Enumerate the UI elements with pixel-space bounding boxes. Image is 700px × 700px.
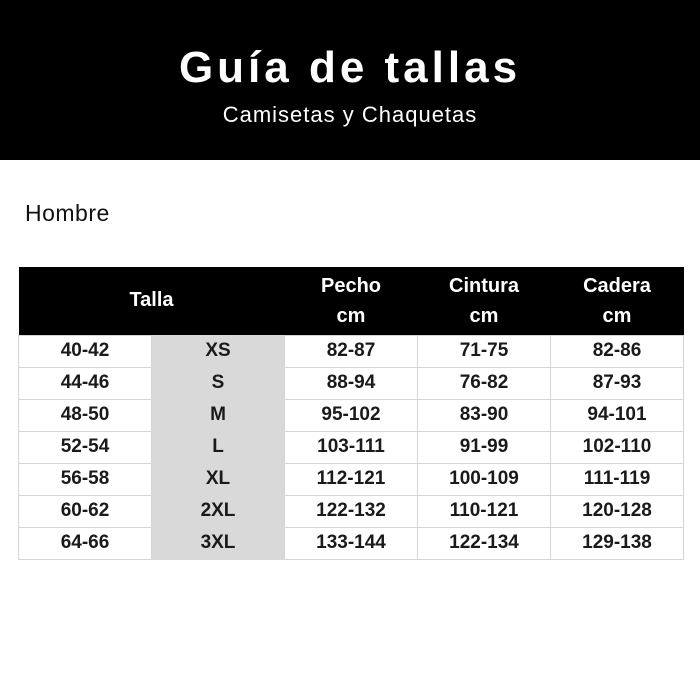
pecho-cell: 103-111	[285, 431, 418, 463]
cadera-cell: 120-128	[551, 495, 684, 527]
talla-range-cell: 44-46	[19, 367, 152, 399]
table-row	[19, 431, 684, 463]
size-letter-cell: 3XL	[152, 527, 285, 559]
cadera-cell: 111-119	[551, 463, 684, 495]
table-row	[19, 463, 684, 495]
cintura-cell: 100-109	[418, 463, 551, 495]
cadera-cell: 102-110	[551, 431, 684, 463]
column-header-pecho	[285, 267, 418, 335]
cintura-cell: 110-121	[418, 495, 551, 527]
column-header-cintura-unit: cm	[469, 304, 499, 327]
table-row	[19, 367, 684, 399]
size-letter-cell: S	[152, 367, 285, 399]
section-label-hombre: Hombre	[25, 200, 110, 226]
size-letter-cell: M	[152, 399, 285, 431]
column-header-cadera-unit: cm	[602, 304, 632, 327]
column-header-cintura-label: Cintura	[449, 274, 519, 297]
cadera-cell: 87-93	[551, 367, 684, 399]
size-letter-cell: L	[152, 431, 285, 463]
cadera-cell: 82-86	[551, 335, 684, 367]
cadera-cell: 129-138	[551, 527, 684, 559]
table-row	[19, 399, 684, 431]
cintura-cell: 91-99	[418, 431, 551, 463]
column-header-talla: Talla	[19, 267, 285, 335]
talla-range-cell: 64-66	[19, 527, 152, 559]
talla-range-cell: 40-42	[19, 335, 152, 367]
pecho-cell: 82-87	[285, 335, 418, 367]
header-banner	[0, 0, 700, 160]
size-table	[18, 267, 684, 560]
pecho-cell: 112-121	[285, 463, 418, 495]
table-row	[19, 495, 684, 527]
column-header-cintura	[418, 267, 551, 335]
column-header-pecho-label: Pecho	[320, 274, 382, 297]
cintura-cell: 71-75	[418, 335, 551, 367]
table-row	[19, 335, 684, 367]
table-row	[19, 527, 684, 559]
pecho-cell: 122-132	[285, 495, 418, 527]
size-letter-cell: 2XL	[152, 495, 285, 527]
size-letter-cell: XL	[152, 463, 285, 495]
cadera-cell: 94-101	[551, 399, 684, 431]
pecho-cell: 88-94	[285, 367, 418, 399]
size-letter-cell: XS	[152, 335, 285, 367]
talla-range-cell: 56-58	[19, 463, 152, 495]
column-header-cadera-label: Cadera	[583, 274, 651, 297]
page-subtitle: Camisetas y Chaquetas	[222, 102, 478, 127]
pecho-cell: 133-144	[285, 527, 418, 559]
size-table-header-row	[19, 267, 684, 335]
column-header-cadera	[551, 267, 684, 335]
cintura-cell: 83-90	[418, 399, 551, 431]
talla-range-cell: 52-54	[19, 431, 152, 463]
talla-range-cell: 48-50	[19, 399, 152, 431]
cintura-cell: 122-134	[418, 527, 551, 559]
page-title: Guía de tallas	[178, 43, 522, 92]
column-header-pecho-unit: cm	[336, 304, 366, 327]
pecho-cell: 95-102	[285, 399, 418, 431]
talla-range-cell: 60-62	[19, 495, 152, 527]
cintura-cell: 76-82	[418, 367, 551, 399]
